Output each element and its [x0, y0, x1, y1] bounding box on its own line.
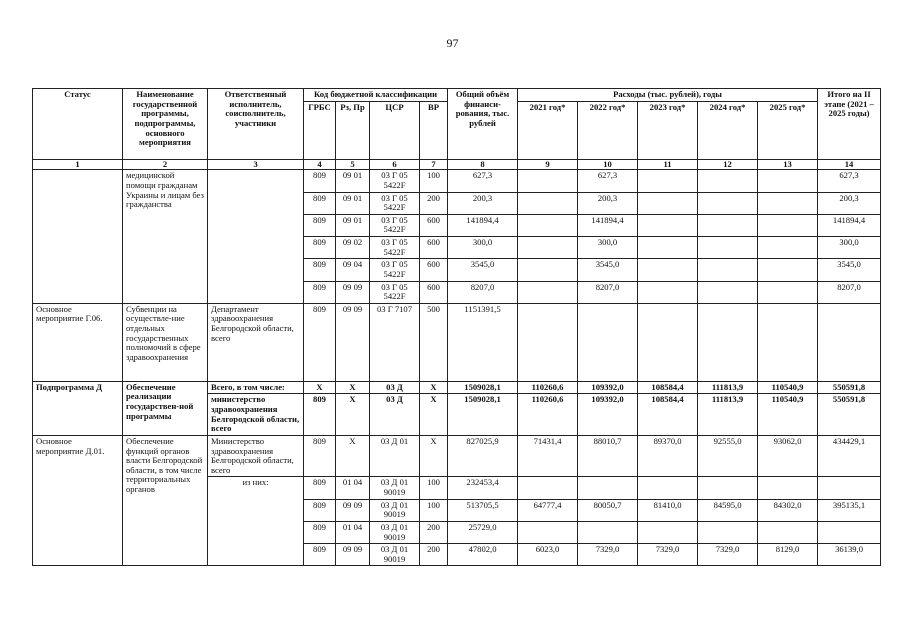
total-cell: 513705,5 [448, 499, 518, 521]
total-cell: 300,0 [448, 237, 518, 259]
table-row [33, 170, 881, 192]
y2025-cell: 93062,0 [758, 435, 818, 477]
header-status: Статус [33, 89, 123, 160]
y2023-cell: 81410,0 [638, 499, 698, 521]
grbs-cell: 809 [304, 281, 336, 303]
rz-cell: 09 09 [336, 281, 370, 303]
csr-cell: 03 Г 05 5422F [370, 259, 420, 281]
col-num: 14 [818, 159, 881, 170]
column-numbers-row [33, 159, 881, 170]
y2022-cell: 3545,0 [578, 259, 638, 281]
y2024-cell: 111813,9 [698, 381, 758, 394]
total-cell: 1151391,5 [448, 303, 518, 381]
csr-cell: 03 Д 01 90019 [370, 477, 420, 499]
header-row-1 [33, 89, 881, 102]
total-cell: 1509028,1 [448, 381, 518, 394]
y2021-cell: 71431,4 [518, 435, 578, 477]
csr-cell: 03 Д [370, 381, 420, 394]
grbs-cell: 809 [304, 499, 336, 521]
grbs-cell: 809 [304, 435, 336, 477]
vr-cell: 100 [420, 170, 448, 192]
header-total: Общий объём финанси-рования, тыс. рублей [448, 89, 518, 160]
header-grbs: ГРБС [304, 101, 336, 159]
table-row [33, 381, 881, 394]
total-cell: 827025,9 [448, 435, 518, 477]
col-num: 6 [370, 159, 420, 170]
y2025-cell: 8129,0 [758, 544, 818, 566]
header-csr: ЦСР [370, 101, 420, 159]
header-stage-total: Итого на II этапе (2021 – 2025 годы) [818, 89, 881, 160]
status-cell: Подпрограмма Д [33, 381, 123, 435]
stage-cell: 3545,0 [818, 259, 881, 281]
grbs-cell: 809 [304, 477, 336, 499]
y2022-cell: 80050,7 [578, 499, 638, 521]
rz-cell: 01 04 [336, 521, 370, 543]
responsible-cell: министерство здравоохранения Белгородской области, всего [208, 394, 304, 436]
col-num: 13 [758, 159, 818, 170]
total-cell: 232453,4 [448, 477, 518, 499]
name-cell: медицинской помощи гражданам Украины и лицам без гражданства [123, 170, 208, 304]
stage-cell: 550591,8 [818, 381, 881, 394]
status-cell: Основное мероприятие Г.06. [33, 303, 123, 381]
col-num: 7 [420, 159, 448, 170]
header-rz-pr: Рз, Пр [336, 101, 370, 159]
grbs-cell: 809 [304, 544, 336, 566]
y2023-cell: 108584,4 [638, 394, 698, 436]
header-2022: 2022 год* [578, 101, 638, 159]
name-cell: Обеспечение реализации государствен-ной программы [123, 381, 208, 435]
col-num: 10 [578, 159, 638, 170]
header-name: Наименование государственной программы, подпрограммы, основного мероприятия [123, 89, 208, 160]
header-vr: ВР [420, 101, 448, 159]
vr-cell: Х [420, 394, 448, 436]
header-2023: 2023 год* [638, 101, 698, 159]
csr-cell: 03 Г 05 5422F [370, 237, 420, 259]
csr-cell: 03 Д 01 [370, 435, 420, 477]
col-num: 9 [518, 159, 578, 170]
y2025-cell: 84302,0 [758, 499, 818, 521]
y2021-cell: 110260,6 [518, 381, 578, 394]
grbs-cell: 809 [304, 192, 336, 214]
y2023-cell: 7329,0 [638, 544, 698, 566]
total-cell: 200,3 [448, 192, 518, 214]
stage-cell: 200,3 [818, 192, 881, 214]
table-row [33, 435, 881, 477]
y2022-cell: 627,3 [578, 170, 638, 192]
stage-cell: 141894,4 [818, 214, 881, 236]
rz-cell: 09 04 [336, 259, 370, 281]
y2021-cell: 6023,0 [518, 544, 578, 566]
col-num: 3 [208, 159, 304, 170]
total-cell: 627,3 [448, 170, 518, 192]
stage-cell: 300,0 [818, 237, 881, 259]
grbs-cell: 809 [304, 237, 336, 259]
vr-cell: 200 [420, 544, 448, 566]
y2024-cell: 111813,9 [698, 394, 758, 436]
vr-cell: 600 [420, 259, 448, 281]
name-cell: Субвенции на осуществле-ние отдельных государственных полномочий в сфере здравоохранения [123, 303, 208, 381]
y2022-cell: 88010,7 [578, 435, 638, 477]
total-cell: 47802,0 [448, 544, 518, 566]
responsible-cell: из них: [208, 477, 304, 566]
rz-cell: 01 04 [336, 477, 370, 499]
responsible-cell: Министерство здравоохранения Белгородской области, всего [208, 435, 304, 477]
responsible-cell: Всего, в том числе: [208, 381, 304, 394]
vr-cell: 100 [420, 477, 448, 499]
y2022-cell: 7329,0 [578, 544, 638, 566]
header-responsible: Ответственный исполнитель, соисполнитель, участники [208, 89, 304, 160]
y2023-cell: 89370,0 [638, 435, 698, 477]
vr-cell: 600 [420, 214, 448, 236]
grbs-cell: 809 [304, 303, 336, 381]
header-2025: 2025 год* [758, 101, 818, 159]
grbs-cell: Х [304, 381, 336, 394]
header-budget-code: Код бюджетной классификации [304, 89, 448, 102]
vr-cell: 200 [420, 521, 448, 543]
status-cell [33, 170, 123, 304]
stage-cell: 627,3 [818, 170, 881, 192]
vr-cell: 600 [420, 281, 448, 303]
rz-cell: 09 02 [336, 237, 370, 259]
vr-cell: 600 [420, 237, 448, 259]
csr-cell: 03 Г 7107 [370, 303, 420, 381]
grbs-cell: 809 [304, 521, 336, 543]
col-num: 1 [33, 159, 123, 170]
stage-cell: 8207,0 [818, 281, 881, 303]
rz-cell: 09 01 [336, 192, 370, 214]
col-num: 5 [336, 159, 370, 170]
name-cell: Обеспечение функций органов власти Белгородской области, в том числе территориальных органов [123, 435, 208, 566]
csr-cell: 03 Г 05 5422F [370, 281, 420, 303]
y2024-cell: 7329,0 [698, 544, 758, 566]
budget-table [32, 88, 881, 566]
y2023-cell: 108584,4 [638, 381, 698, 394]
rz-cell: 09 01 [336, 170, 370, 192]
header-2024: 2024 год* [698, 101, 758, 159]
vr-cell: 200 [420, 192, 448, 214]
stage-cell: 550591,8 [818, 394, 881, 436]
csr-cell: 03 Г 05 5422F [370, 192, 420, 214]
col-num: 8 [448, 159, 518, 170]
rz-cell: Х [336, 381, 370, 394]
rz-cell: 09 09 [336, 544, 370, 566]
y2022-cell: 8207,0 [578, 281, 638, 303]
rz-cell: 09 09 [336, 499, 370, 521]
total-cell: 25729,0 [448, 521, 518, 543]
vr-cell: 100 [420, 499, 448, 521]
col-num: 11 [638, 159, 698, 170]
total-cell: 3545,0 [448, 259, 518, 281]
table-row [33, 303, 881, 381]
csr-cell: 03 Д 01 90019 [370, 544, 420, 566]
vr-cell: 500 [420, 303, 448, 381]
status-cell: Основное мероприятие Д.01. [33, 435, 123, 566]
total-cell: 8207,0 [448, 281, 518, 303]
total-cell: 141894,4 [448, 214, 518, 236]
grbs-cell: 809 [304, 259, 336, 281]
header-expenses: Расходы (тыс. рублей), годы [518, 89, 818, 102]
col-num: 4 [304, 159, 336, 170]
rz-cell: 09 09 [336, 303, 370, 381]
y2022-cell: 200,3 [578, 192, 638, 214]
csr-cell: 03 Г 05 5422F [370, 214, 420, 236]
header-2021: 2021 год* [518, 101, 578, 159]
grbs-cell: 809 [304, 394, 336, 436]
col-num: 12 [698, 159, 758, 170]
rz-cell: 09 01 [336, 214, 370, 236]
csr-cell: 03 Д 01 90019 [370, 521, 420, 543]
responsible-cell: Департамент здравоохранения Белгородской области, всего [208, 303, 304, 381]
y2022-cell: 141894,4 [578, 214, 638, 236]
csr-cell: 03 Д [370, 394, 420, 436]
csr-cell: 03 Г 05 5422F [370, 170, 420, 192]
vr-cell: Х [420, 381, 448, 394]
y2024-cell: 84595,0 [698, 499, 758, 521]
rz-cell: Х [336, 435, 370, 477]
stage-cell: 395135,1 [818, 499, 881, 521]
y2021-cell: 110260,6 [518, 394, 578, 436]
col-num: 2 [123, 159, 208, 170]
responsible-cell [208, 170, 304, 304]
page-number: 97 [446, 36, 459, 50]
y2022-cell: 300,0 [578, 237, 638, 259]
csr-cell: 03 Д 01 90019 [370, 499, 420, 521]
stage-cell: 434429,1 [818, 435, 881, 477]
y2021-cell: 64777,4 [518, 499, 578, 521]
vr-cell: Х [420, 435, 448, 477]
y2024-cell: 92555,0 [698, 435, 758, 477]
grbs-cell: 809 [304, 170, 336, 192]
y2022-cell: 109392,0 [578, 381, 638, 394]
grbs-cell: 809 [304, 214, 336, 236]
total-cell: 1509028,1 [448, 394, 518, 436]
rz-cell: Х [336, 394, 370, 436]
y2025-cell: 110540,9 [758, 381, 818, 394]
y2025-cell: 110540,9 [758, 394, 818, 436]
stage-cell: 36139,0 [818, 544, 881, 566]
y2022-cell: 109392,0 [578, 394, 638, 436]
